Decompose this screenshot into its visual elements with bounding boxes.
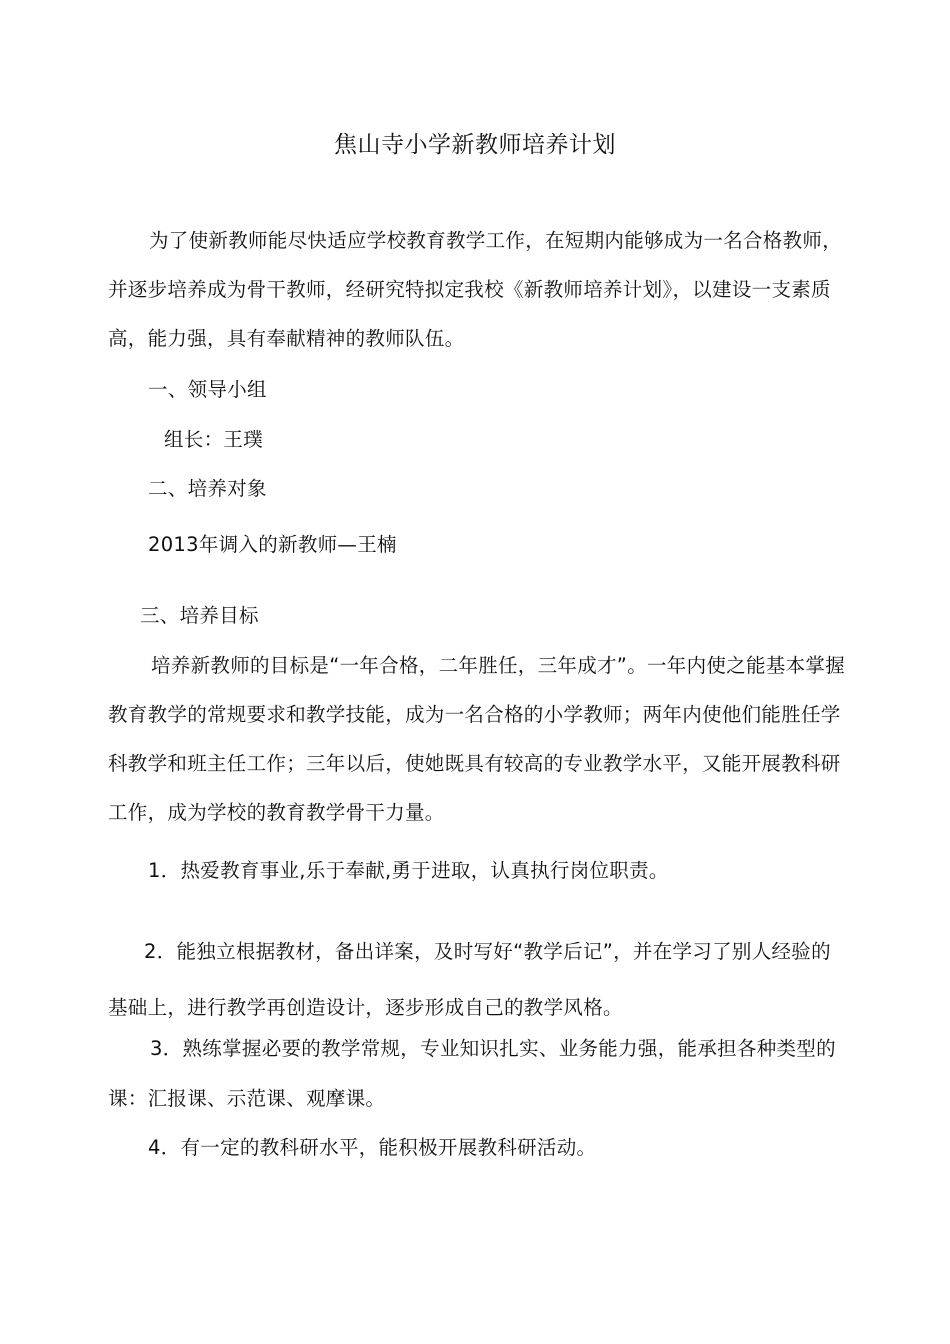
goal-item-3: 3．熟练掌握必要的教学常规，专业知识扎实、业务能力强，能承担各种类型的课：汇报课、示范课、观摩课。 — [108, 1037, 836, 1110]
section-heading-goals: 三、培养目标 — [140, 604, 259, 627]
goal-item-1: 1．热爱教育事业,乐于奉献,勇于进取，认真执行岗位职责。 — [148, 859, 669, 882]
section-heading-leadership: 一、领导小组 — [148, 378, 267, 401]
goal-item-4: 4．有一定的教科研水平，能积极开展教科研活动。 — [148, 1136, 597, 1159]
target-line: 2013年调入的新教师—王楠 — [148, 533, 397, 556]
goals-paragraph: 培养新教师的目标是“一年合格，二年胜任，三年成才”。一年内使之能基本掌握教育教学的常规要求和教学技能，成为一名合格的小学教师；两年内使他们能胜任学科教学和班主任工作；三年以后，使她既具有较高的专业教学水平，又能开展教科研工作，成为学校的教育教学骨干力量。 — [108, 654, 846, 824]
section-heading-target: 二、培养对象 — [148, 477, 267, 500]
document-title: 焦山寺小学新教师培养计划 — [334, 132, 616, 158]
intro-paragraph: 为了使新教师能尽快适应学校教育教学工作，在短期内能够成为一名合格教师，并逐步培养成为骨干教师，经研究特拟定我校《新教师培养计划》，以建设一支素质高，能力强，具有奉献精神的教师队伍。 — [108, 229, 843, 350]
leader-line: 组长：王璞 — [164, 428, 264, 451]
goal-item-2: 2．能独立根据教材，备出详案，及时写好“教学后记”，并在学习了别人经验的基础上，进行教学再创造设计，逐步形成自己的教学风格。 — [108, 940, 831, 1019]
